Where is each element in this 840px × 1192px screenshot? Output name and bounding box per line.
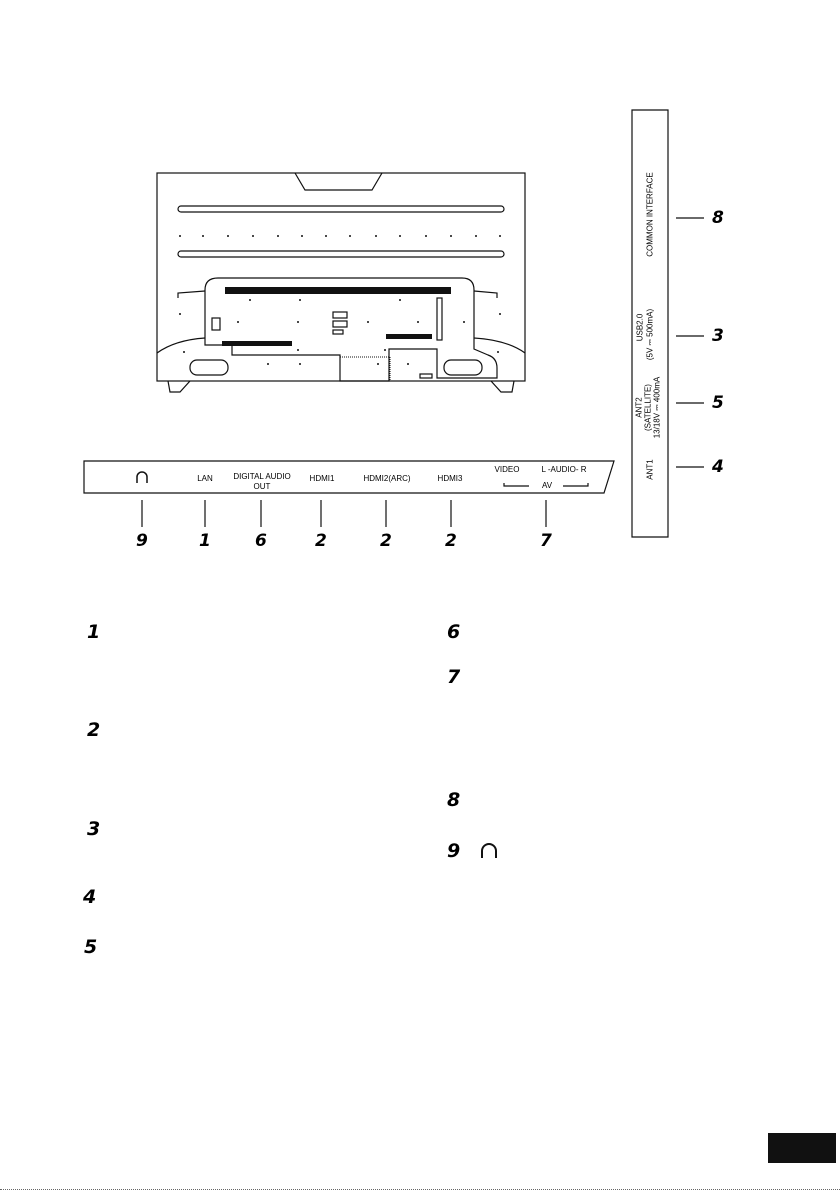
- footer-divider: [0, 1189, 840, 1190]
- legend-number-4: 4: [83, 886, 97, 908]
- legend-number-8: 8: [447, 789, 461, 811]
- side-label-usb-spec: (5V ⎓ 500mA): [645, 308, 655, 361]
- side-label-ant2-line3: 13/18V ⎓ 400mA: [652, 376, 662, 439]
- legend-number-3: 3: [87, 818, 101, 840]
- legend-number-7: 7: [447, 666, 461, 688]
- legend-number-5: 5: [84, 936, 98, 958]
- side-label-ant1: ANT1: [645, 459, 655, 480]
- callout-9: 9: [136, 531, 148, 551]
- port-label-digital-audio-out: DIGITAL AUDIO OUT: [233, 472, 291, 491]
- headphone-icon: [137, 472, 147, 483]
- legend-number-9: 9: [447, 840, 461, 862]
- callout-2a: 2: [315, 531, 327, 551]
- port-label-video: VIDEO: [494, 465, 520, 474]
- callout-8: 8: [712, 208, 724, 228]
- port-label-av: AV: [541, 481, 553, 490]
- callout-6: 6: [255, 531, 267, 551]
- side-label-common-interface: COMMON INTERFACE: [645, 172, 655, 257]
- page-number-box: [768, 1133, 836, 1163]
- callout-3: 3: [712, 326, 724, 346]
- callout-4: 4: [712, 457, 724, 477]
- legend-headphone-icon: [482, 844, 496, 858]
- port-label-hdmi1: HDMI1: [309, 474, 335, 483]
- legend-number-2: 2: [87, 719, 101, 741]
- side-label-ant2-line2: (SATELLITE): [643, 384, 653, 431]
- callout-5: 5: [712, 393, 724, 413]
- side-label-ant2-line1: ANT2: [634, 397, 644, 418]
- port-label-lan: LAN: [197, 474, 213, 483]
- port-label-hdmi3: HDMI3: [437, 474, 463, 483]
- legend-number-6: 6: [447, 621, 461, 643]
- callout-2c: 2: [445, 531, 457, 551]
- callout-1: 1: [199, 531, 211, 551]
- port-label-audio: L -AUDIO- R: [541, 465, 587, 474]
- legend-number-1: 1: [87, 621, 101, 643]
- side-label-usb: USB2.0: [635, 313, 645, 342]
- callout-7: 7: [540, 531, 552, 551]
- callout-2b: 2: [380, 531, 392, 551]
- port-label-hdmi2: HDMI2(ARC): [363, 474, 411, 483]
